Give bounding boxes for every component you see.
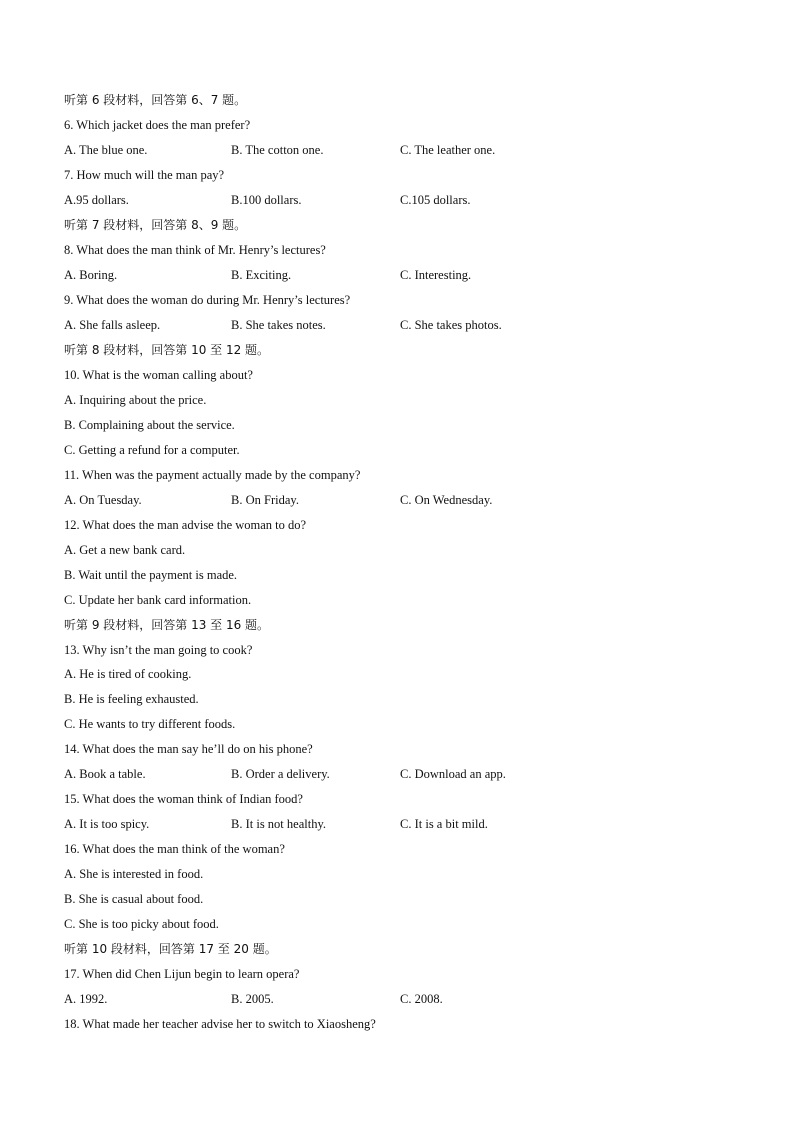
- section-heading: 听第 7 段材料，回答第 8、9 题。: [64, 218, 247, 232]
- option-c: C. Interesting.: [400, 268, 472, 282]
- question-12: 12. What does the man advise the woman to do?: [64, 518, 307, 532]
- option-b: B. Order a delivery.: [231, 767, 330, 781]
- option-c: C. On Wednesday.: [400, 493, 493, 507]
- option-c: C. She is too picky about food.: [64, 917, 219, 931]
- option-b: B.100 dollars.: [231, 193, 302, 207]
- option-a: A. Boring.: [64, 268, 118, 282]
- question-17: 17. When did Chen Lijun begin to learn opera?: [64, 967, 300, 981]
- option-a: A.95 dollars.: [64, 193, 129, 207]
- option-c: C. Download an app.: [400, 767, 506, 781]
- section-heading: 听第 9 段材料，回答第 13 至 16 题。: [64, 618, 270, 632]
- question-8: 8. What does the man think of Mr. Henry’s lectures?: [64, 243, 326, 257]
- option-a: A. He is tired of cooking.: [64, 667, 192, 681]
- option-a: A. The blue one.: [64, 143, 148, 157]
- option-c: C.105 dollars.: [400, 193, 471, 207]
- option-c: C. She takes photos.: [400, 318, 502, 332]
- option-c: C. 2008.: [400, 992, 443, 1006]
- option-b: B. Exciting.: [231, 268, 292, 282]
- question-9: 9. What does the woman do during Mr. Henry’s lectures?: [64, 293, 351, 307]
- option-a: A. She is interested in food.: [64, 867, 204, 881]
- question-15: 15. What does the woman think of Indian food?: [64, 792, 303, 806]
- option-c: C. Update her bank card information.: [64, 593, 252, 607]
- option-b: B. The cotton one.: [231, 143, 324, 157]
- option-b: B. 2005.: [231, 992, 274, 1006]
- option-a: A. It is too spicy.: [64, 817, 150, 831]
- option-a: A. 1992.: [64, 992, 108, 1006]
- question-13: 13. Why isn’t the man going to cook?: [64, 643, 253, 657]
- option-b: B. She is casual about food.: [64, 892, 204, 906]
- section-heading: 听第 6 段材料，回答第 6、7 题。: [64, 93, 247, 107]
- option-a: A. Get a new bank card.: [64, 543, 186, 557]
- section-heading: 听第 8 段材料，回答第 10 至 12 题。: [64, 343, 270, 357]
- option-b: B. She takes notes.: [231, 318, 326, 332]
- option-c: C. It is a bit mild.: [400, 817, 488, 831]
- option-b: B. He is feeling exhausted.: [64, 692, 199, 706]
- option-b: B. It is not healthy.: [231, 817, 327, 831]
- question-18: 18. What made her teacher advise her to switch to Xiaosheng?: [64, 1017, 376, 1031]
- section-heading: 听第 10 段材料，回答第 17 至 20 题。: [64, 942, 277, 956]
- option-a: A. On Tuesday.: [64, 493, 142, 507]
- question-6: 6. Which jacket does the man prefer?: [64, 118, 251, 132]
- option-b: B. Wait until the payment is made.: [64, 568, 238, 582]
- option-a: A. Book a table.: [64, 767, 146, 781]
- question-10: 10. What is the woman calling about?: [64, 368, 253, 382]
- option-c: C. Getting a refund for a computer.: [64, 443, 240, 457]
- option-c: C. He wants to try different foods.: [64, 717, 236, 731]
- question-11: 11. When was the payment actually made by the company?: [64, 468, 361, 482]
- question-7: 7. How much will the man pay?: [64, 168, 225, 182]
- option-b: B. Complaining about the service.: [64, 418, 235, 432]
- question-14: 14. What does the man say he’ll do on his phone?: [64, 742, 313, 756]
- option-c: C. The leather one.: [400, 143, 496, 157]
- question-16: 16. What does the man think of the woman?: [64, 842, 285, 856]
- option-b: B. On Friday.: [231, 493, 299, 507]
- option-a: A. Inquiring about the price.: [64, 393, 207, 407]
- option-a: A. She falls asleep.: [64, 318, 161, 332]
